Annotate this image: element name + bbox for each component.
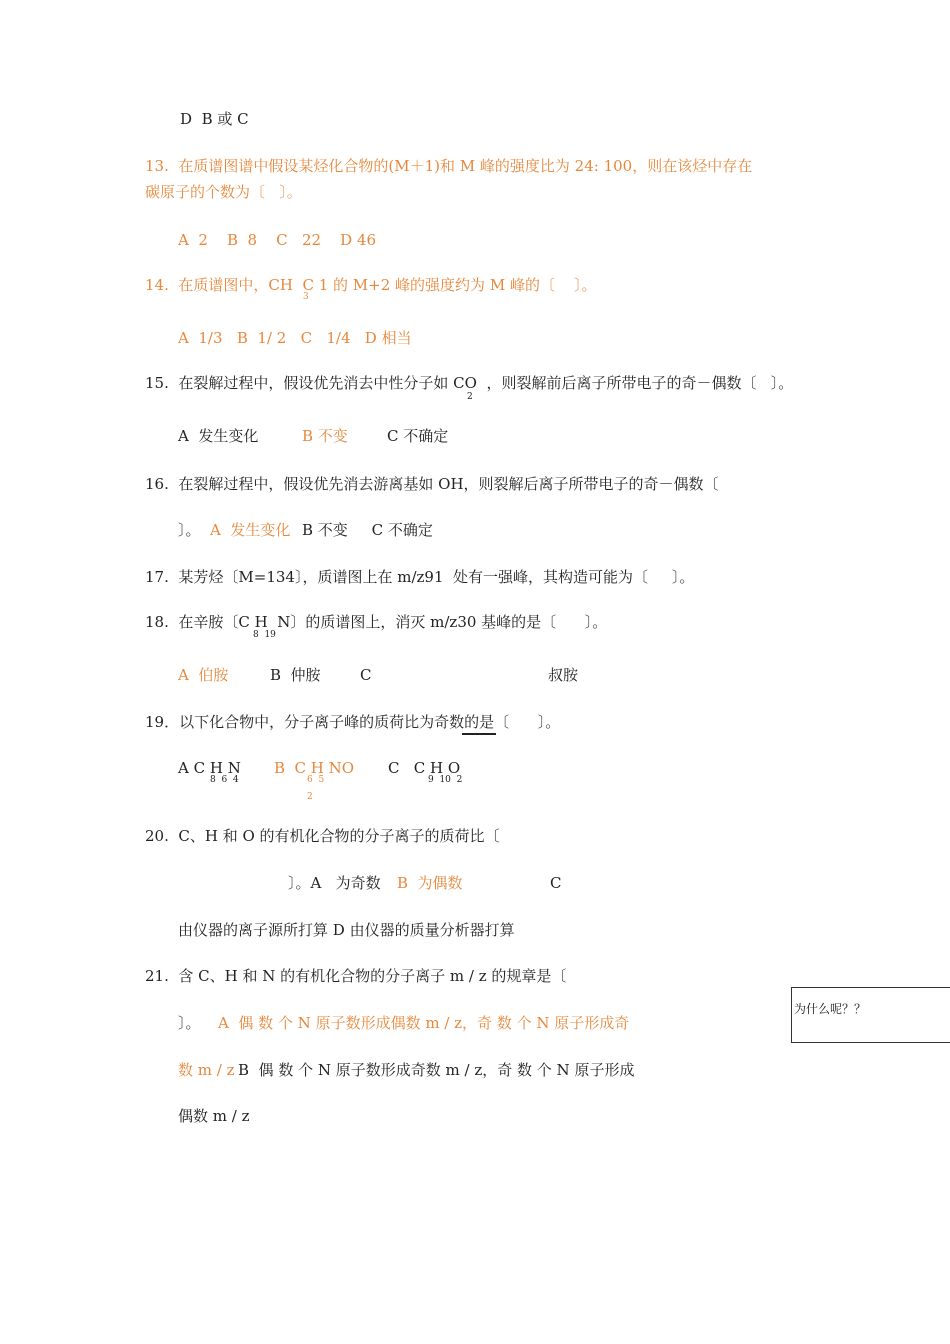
q21-option-b: B 偶 数 个 N 原子数形成奇数 m / z，奇 数 个 N 原子形成 bbox=[238, 1061, 635, 1079]
q21-option-b-cont: 偶数 m / z bbox=[178, 1107, 250, 1125]
q15-subscript: 2 bbox=[467, 392, 473, 402]
q16-question: 16. 在裂解过程中，假设优先消去游离基如 OH，则裂解后离子所带电子的奇－偶数〔 bbox=[145, 475, 719, 493]
q19-underline bbox=[462, 733, 496, 735]
q19-option-c-subscript: 9 10 2 bbox=[428, 775, 463, 785]
q18-question: 18. 在辛胺〔C H N〕的质谱图上，消灭 m/z30 基峰的是〔 〕。 bbox=[145, 613, 608, 631]
q20-question: 20. C、H 和 O 的有机化合物的分子离子的质荷比〔 bbox=[145, 827, 500, 845]
q15-option-c: C 不确定 bbox=[387, 427, 449, 445]
q20-option-b: B 为偶数 bbox=[397, 874, 463, 892]
q15-option-a: A 发生变化 bbox=[178, 427, 259, 445]
q17-question: 17. 某芳烃〔M=134〕，质谱图上在 m/z91 处有一强峰，其构造可能为〔 〕。 bbox=[145, 568, 695, 586]
q13-question: 13. 在质谱图谱中假设某烃化合物的(M＋1)和 M 峰的强度比为 24: 100，则在该烃中存在 bbox=[145, 157, 753, 175]
q16-bracket-close: 〕。 bbox=[178, 521, 201, 539]
q21-option-a: A 偶 数 个 N 原子数形成偶数 m / z，奇 数 个 N 原子形成奇 bbox=[218, 1014, 630, 1032]
q18-option-c: C bbox=[360, 666, 372, 684]
q14-options: A 1/3 B 1/ 2 C 1/4 D 相当 bbox=[178, 329, 412, 347]
q21-bracket-close: 〕。 bbox=[178, 1014, 201, 1032]
q18-option-a: A 伯胺 bbox=[178, 666, 229, 684]
comment-text: 为什么呢？？ bbox=[794, 1002, 867, 1016]
q13-question-cont: 碳原子的个数为〔 〕。 bbox=[145, 183, 302, 201]
q19-option-c: C C H O bbox=[388, 759, 461, 777]
q21-question: 21. 含 C、H 和 N 的有机化合物的分子离子 m / z 的规章是〔 bbox=[145, 967, 567, 985]
q14-subscript: 3 bbox=[303, 292, 309, 302]
q20-options-cd: 由仪器的离子源所打算 D 由仪器的质量分析器打算 bbox=[178, 921, 515, 939]
q18-option-b: B 仲胺 bbox=[270, 666, 321, 684]
q16-options-bc: B 不变 C 不确定 bbox=[302, 521, 433, 539]
q20-option-c: C bbox=[550, 874, 562, 892]
q18-subscript: 8 19 bbox=[253, 630, 276, 640]
q21-option-a-cont: 数 m / z bbox=[178, 1061, 235, 1079]
q19-option-a: A C H N bbox=[178, 759, 241, 777]
q19-option-b-subscript: 6 5 bbox=[307, 775, 325, 785]
q18-option-d: 叔胺 bbox=[548, 666, 579, 684]
q13-options: A 2 B 8 C 22 D 46 bbox=[178, 231, 376, 249]
q15-question: 15. 在裂解过程中，假设优先消去中性分子如 CO ，则裂解前后离子所带电子的奇－偶数〔 〕。 bbox=[145, 374, 794, 392]
q19-option-b: B C H NO bbox=[274, 759, 355, 777]
q19-option-b-subscript2: 2 bbox=[307, 792, 313, 802]
q12-option-d: D B 或 C bbox=[180, 110, 249, 128]
q14-question: 14. 在质谱图中，CH C 1 的 M+2 峰的强度约为 M 峰的〔 〕。 bbox=[145, 276, 597, 294]
comment-box[interactable] bbox=[791, 987, 950, 1043]
q19-option-a-subscript: 8 6 4 bbox=[210, 775, 239, 785]
q20-option-a: 〕。A 为奇数 bbox=[288, 874, 381, 892]
q16-option-a: A 发生变化 bbox=[210, 521, 291, 539]
q15-option-b: B 不变 bbox=[302, 427, 348, 445]
q19-question: 19．以下化合物中，分子离子峰的质荷比为奇数的是〔 〕。 bbox=[145, 713, 561, 731]
